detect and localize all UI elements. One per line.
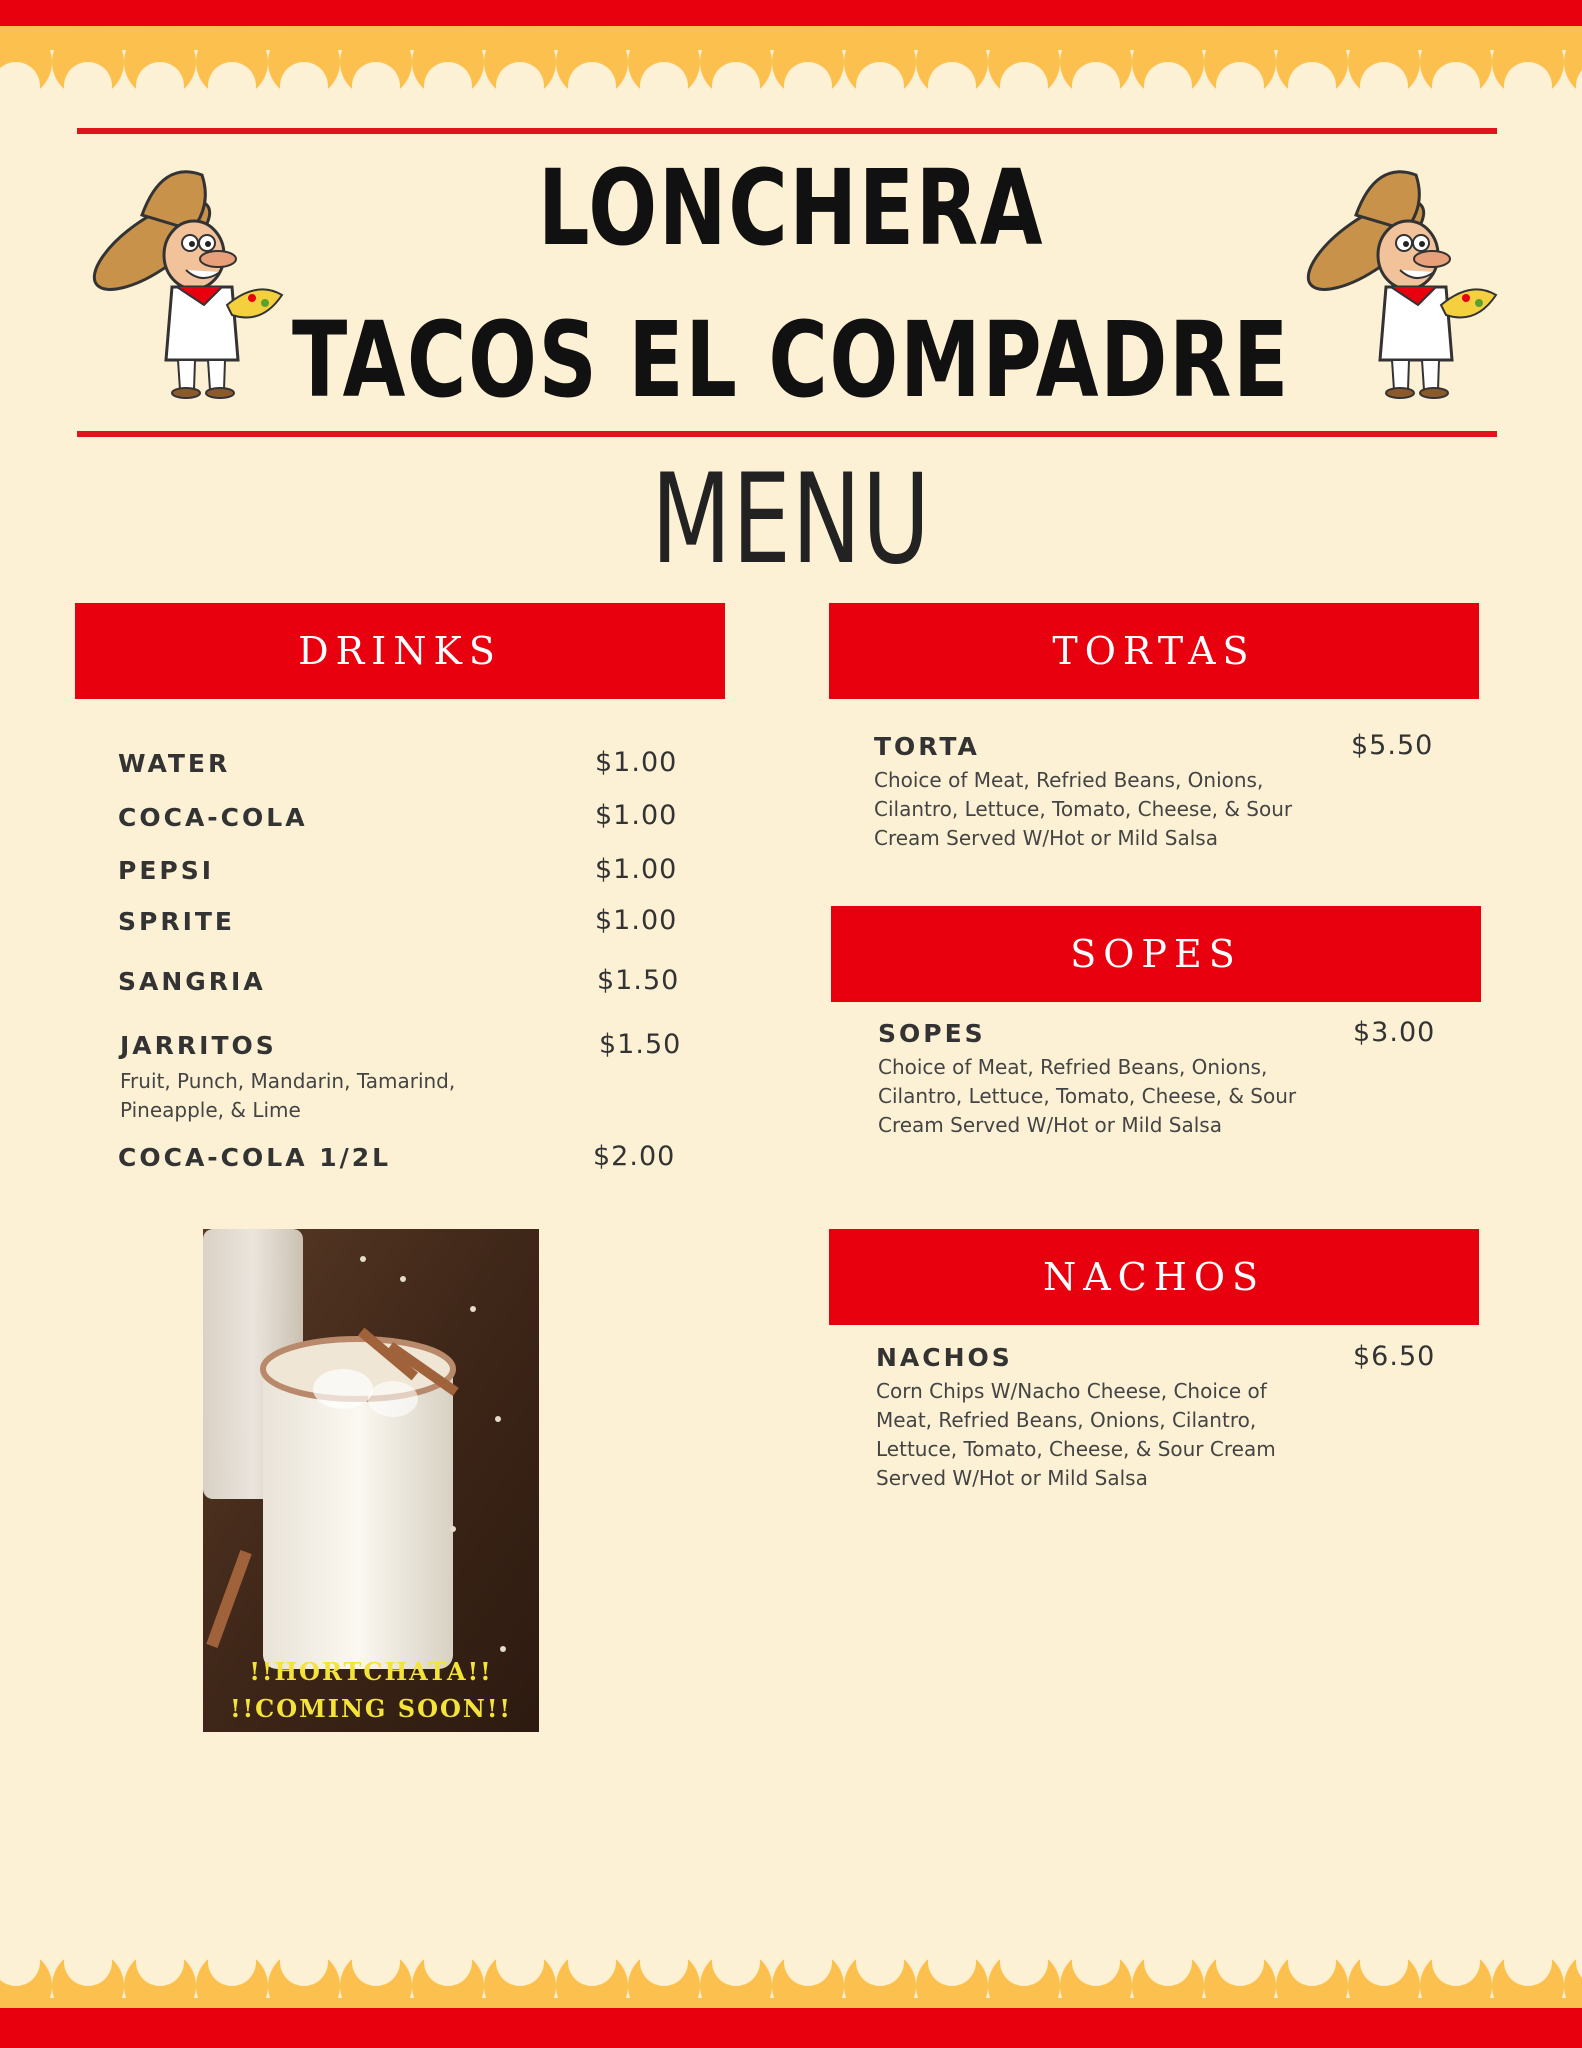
nachos-description-line: Corn Chips W/Nacho Cheese, Choice of	[876, 1379, 1267, 1403]
drink-item-name: SANGRIA	[118, 967, 266, 996]
drink-item-name: SPRITE	[118, 907, 236, 936]
drink-item-name: COCA-COLA 1/2L	[118, 1143, 392, 1172]
drink-item-price: $1.50	[599, 1029, 682, 1060]
mascot-taco-man-icon	[82, 155, 292, 405]
menu-title: MENU	[651, 448, 931, 592]
sopes-heading-band	[831, 906, 1481, 1002]
drink-item-description: Fruit, Punch, Mandarin, Tamarind,	[120, 1069, 456, 1093]
sopes-description-line: Cream Served W/Hot or Mild Salsa	[878, 1113, 1222, 1137]
business-title-line1: LONCHERA	[537, 147, 1045, 269]
horchata-promo-line1: !!HORTCHATA!!	[249, 1657, 493, 1686]
tortas-heading: TORTAS	[1052, 629, 1256, 673]
nachos-heading: NACHOS	[1042, 1255, 1266, 1299]
nachos-description-line: Lettuce, Tomato, Cheese, & Sour Cream	[876, 1437, 1276, 1461]
nachos-description-line: Meat, Refried Beans, Onions, Cilantro,	[876, 1408, 1257, 1432]
business-title-line2: TACOS EL COMPADRE	[291, 299, 1291, 421]
drink-item-name: WATER	[118, 749, 231, 778]
nachos-description-line: Served W/Hot or Mild Salsa	[876, 1466, 1148, 1490]
torta-description-line: Cilantro, Lettuce, Tomato, Cheese, & Sour	[874, 797, 1293, 821]
nachos-heading-band	[829, 1229, 1479, 1325]
drink-item-price: $2.00	[593, 1141, 676, 1172]
mascot-taco-man-icon	[1296, 155, 1506, 405]
drinks-heading: DRINKS	[298, 629, 502, 673]
torta-item-name: TORTA	[874, 732, 980, 761]
drink-item-price: $1.00	[595, 747, 678, 778]
drinks-heading-band	[75, 603, 725, 699]
torta-item-price: $5.50	[1351, 730, 1434, 761]
drink-item-price: $1.00	[595, 854, 678, 885]
sopes-heading: SOPES	[1070, 932, 1242, 976]
drink-item-name: COCA-COLA	[118, 803, 308, 832]
top-scallop-border	[0, 0, 1582, 110]
bottom-scallop-border	[0, 1938, 1582, 2048]
sopes-description-line: Cilantro, Lettuce, Tomato, Cheese, & Sour	[878, 1084, 1297, 1108]
nachos-item-name: NACHOS	[876, 1343, 1013, 1372]
tortas-heading-band	[829, 603, 1479, 699]
nachos-item-price: $6.50	[1353, 1341, 1436, 1372]
sopes-item-price: $3.00	[1353, 1017, 1436, 1048]
torta-description-line: Cream Served W/Hot or Mild Salsa	[874, 826, 1218, 850]
horchata-photo	[203, 1229, 539, 1732]
header-top-rule	[77, 128, 1497, 134]
torta-description-line: Choice of Meat, Refried Beans, Onions,	[874, 768, 1264, 792]
drink-item-price: $1.00	[595, 905, 678, 936]
drink-item-name: JARRITOS	[120, 1031, 277, 1060]
sopes-description-line: Choice of Meat, Refried Beans, Onions,	[878, 1055, 1268, 1079]
horchata-promo-line2: !!COMING SOON!!	[230, 1694, 512, 1723]
drink-item-price: $1.50	[597, 965, 680, 996]
drink-item-description: Pineapple, & Lime	[120, 1098, 301, 1122]
sopes-item-name: SOPES	[878, 1019, 986, 1048]
drink-item-name: PEPSI	[118, 856, 215, 885]
drink-item-price: $1.00	[595, 800, 678, 831]
header-bottom-rule	[77, 431, 1497, 437]
